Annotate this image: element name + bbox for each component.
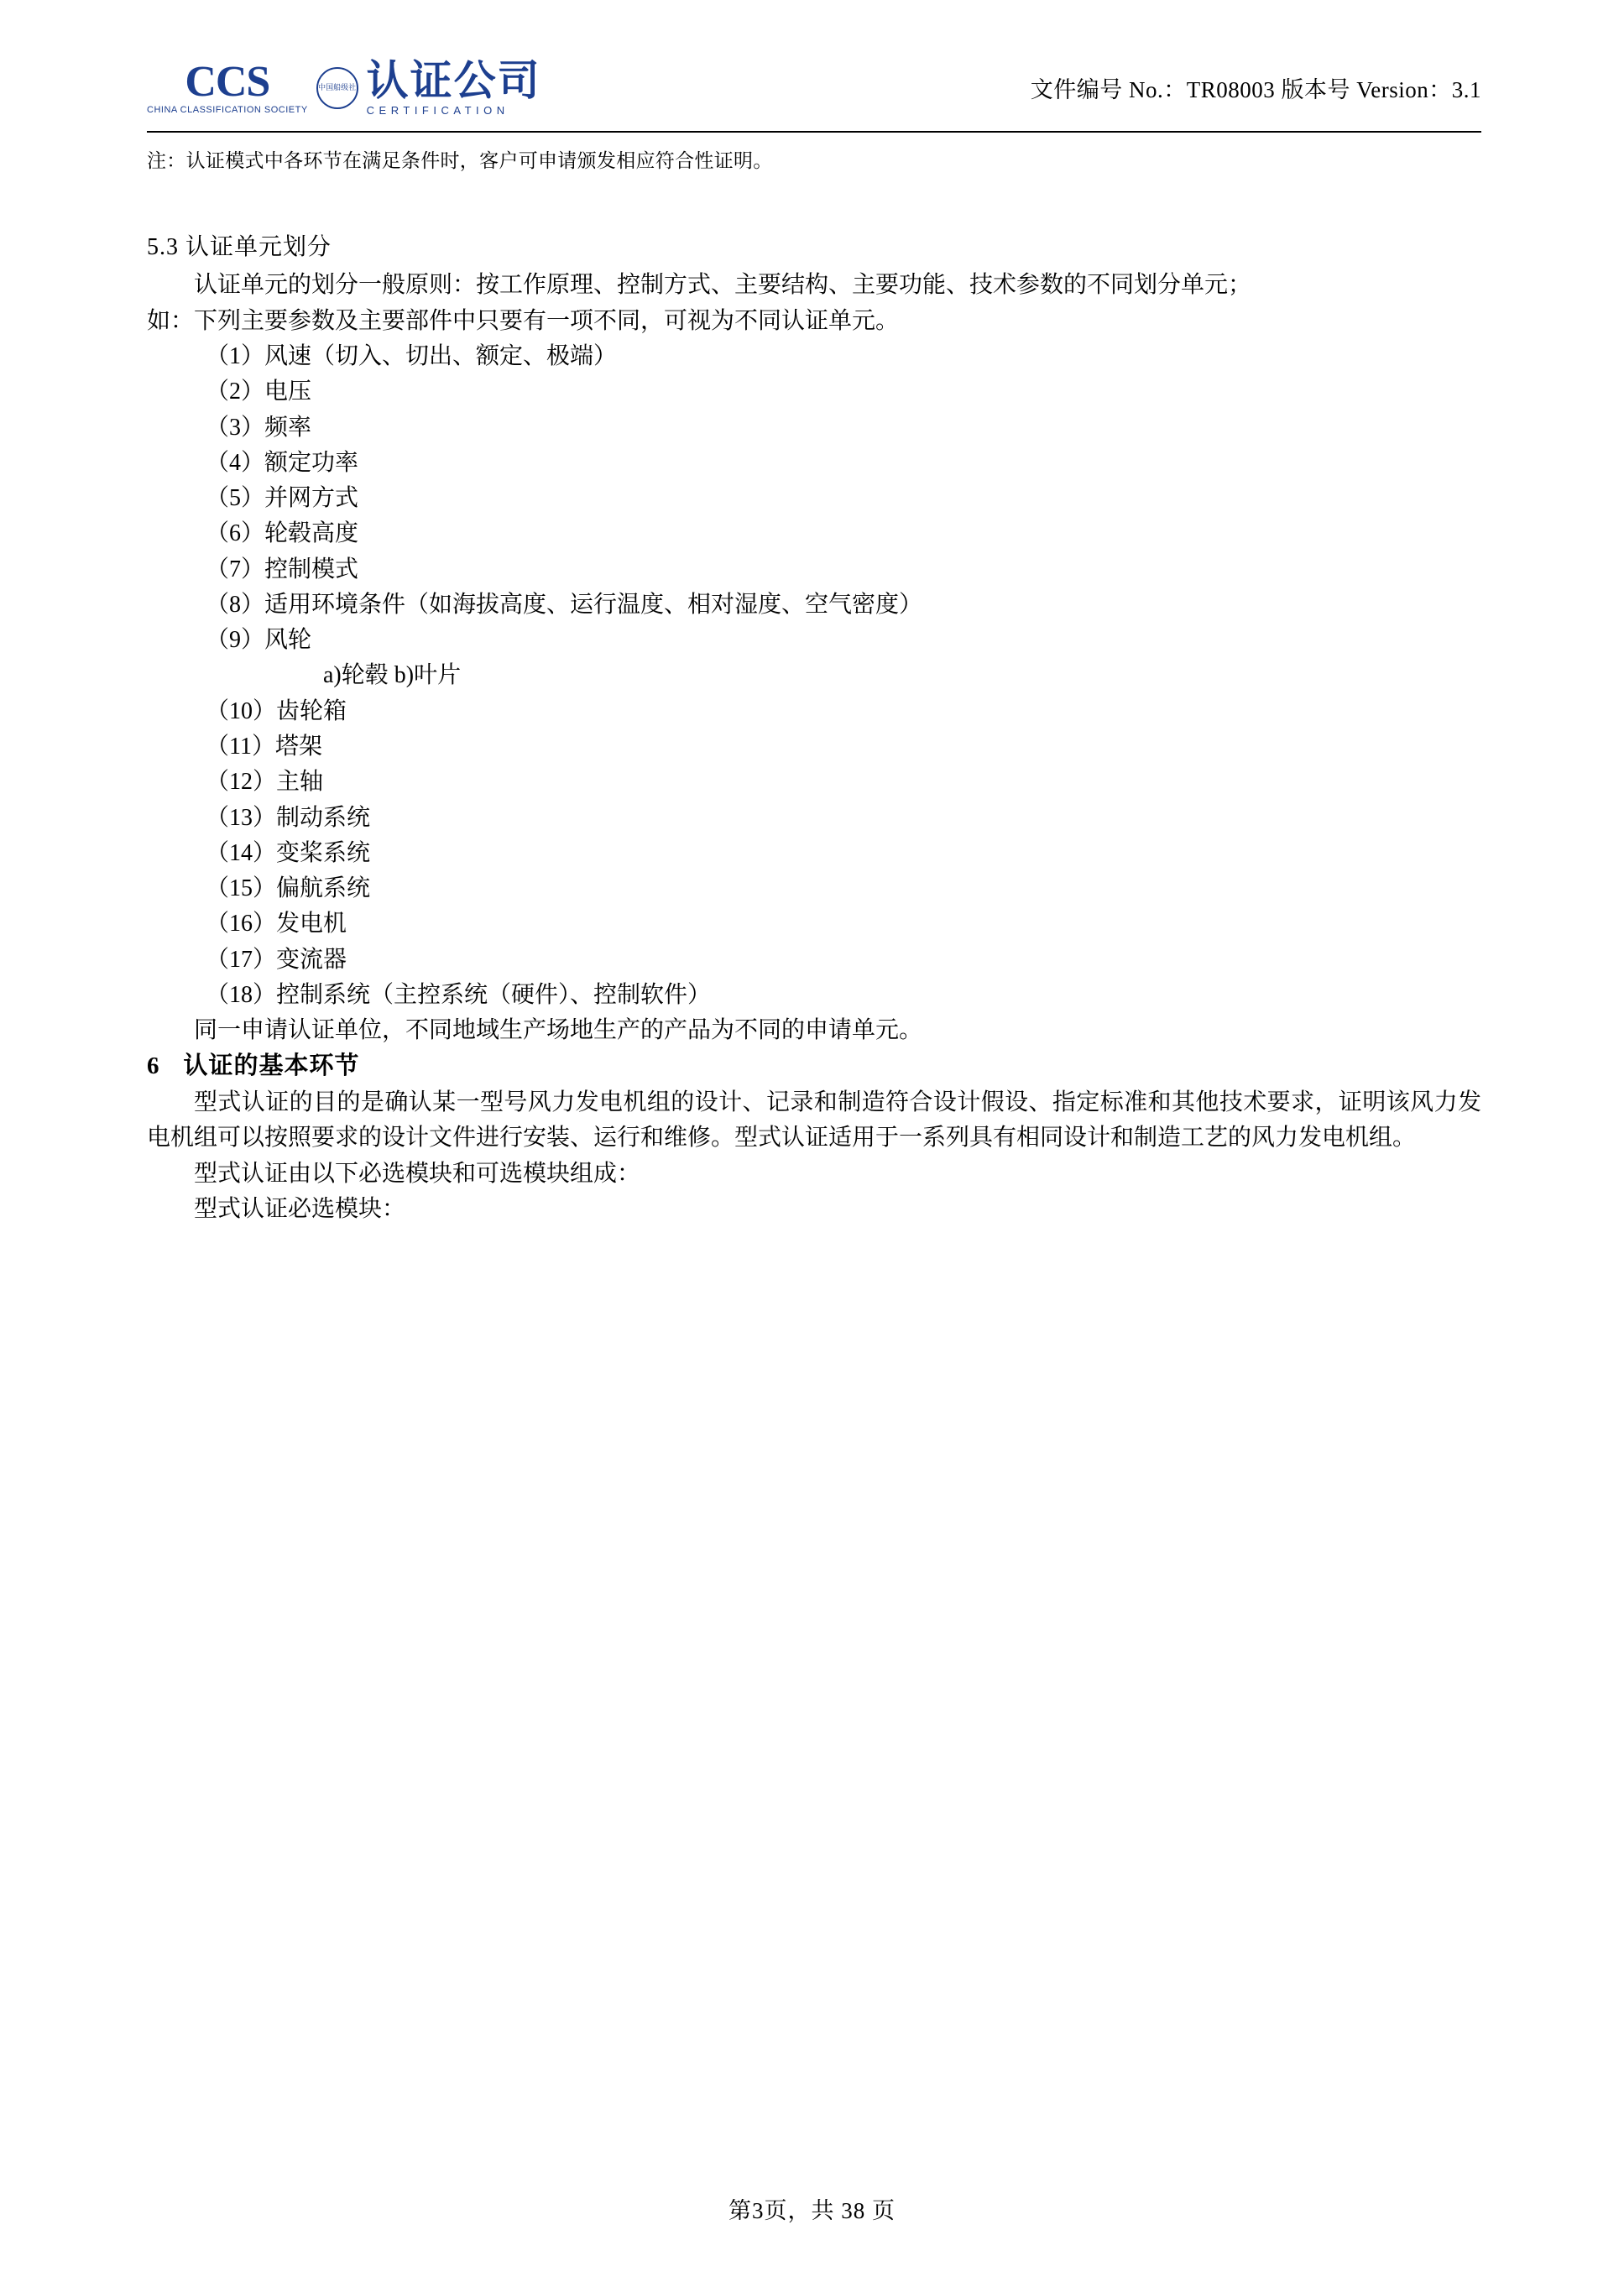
list-item-sub: a)轮毂 b)叶片 — [323, 662, 462, 689]
header-divider — [147, 131, 1481, 133]
document-number: 文件编号 No.：TR08003 版本号 Version：3.1 — [1030, 77, 1481, 102]
section-5-3-paragraph-1: 认证单元的划分一般原则：按工作原理、控制方式、主要结构、主要功能、技术参数的不同划分单元； — [194, 272, 1252, 298]
ccs-chinese-mark — [366, 57, 541, 117]
list-item: （9）风轮 — [206, 627, 312, 654]
ccs-letters: CCS — [185, 58, 270, 106]
section-5-3-paragraph-3: 同一申请认证单位，不同地域生产场地生产的产品为不同的申请单元。 — [194, 1017, 923, 1044]
section-6-title: 认证的基本环节 — [183, 1052, 360, 1079]
ccs-chinese-name: 认证公司 — [366, 57, 541, 104]
ccs-english-name: CHINA CLASSIFICATION SOCIETY — [147, 105, 308, 115]
ccs-wordmark — [147, 60, 308, 115]
list-item: （11）塔架 — [206, 734, 322, 760]
page-header — [147, 0, 1481, 126]
spacer — [147, 259, 1481, 268]
list-item: （2）电压 — [206, 379, 312, 405]
list-item: （17）变流器 — [206, 946, 347, 973]
list-item: （3）频率 — [206, 414, 312, 441]
note-text: 注：认证模式中各环节在满足条件时，客户可申请颁发相应符合性证明。 — [147, 150, 773, 171]
list-item: （14）变桨系统 — [206, 839, 371, 866]
ccs-seal-icon: 中国船级社 — [316, 67, 358, 109]
list-item: （12）主轴 — [206, 769, 324, 796]
section-6-number: 6 — [147, 1052, 160, 1079]
certification-unit-list-part1 — [147, 339, 1481, 1013]
section-5-3-paragraph-2: 如：下列主要参数及主要部件中只要有一项不同，可视为不同认证单元。 — [147, 307, 900, 334]
list-item: （6）轮毂高度 — [206, 520, 359, 547]
list-item: （1）风速（切入、切出、额定、极端） — [206, 343, 618, 370]
list-item: （15）偏航系统 — [206, 875, 371, 902]
list-item: （18）控制系统（主控系统（硬件）、控制软件） — [206, 981, 712, 1008]
ccs-logo — [147, 57, 541, 126]
section-6-paragraph-1: 型式认证的目的是确认某一型号风力发电机组的设计、记录和制造符合设计假设、指定标准和其他技术要求，证明该风力发电机组可以按照要求的设计文件进行安装、运行和维修。型式认证适用于一系列具有相同设计和制造工艺的风力发电机组。 — [147, 1089, 1481, 1152]
list-item: （10）齿轮箱 — [206, 697, 347, 724]
list-item: （4）额定功率 — [206, 449, 359, 476]
section-6-heading — [147, 1054, 1481, 1078]
list-item: （16）发电机 — [206, 911, 347, 937]
section-6-paragraph-3: 型式认证必选模块： — [194, 1196, 406, 1223]
page-content — [147, 151, 1481, 1228]
list-item: （7）控制模式 — [206, 556, 359, 582]
spacer — [147, 170, 1481, 236]
list-item: （8）适用环境条件（如海拔高度、运行温度、相对湿度、空气密度） — [206, 591, 923, 618]
section-5-3-heading: 5.3 认证单元划分 — [147, 234, 332, 260]
page-footer: 第3页，共 38 页 — [728, 2198, 896, 2223]
list-item: （5）并网方式 — [206, 485, 359, 512]
ccs-certification-label: CERTIFICATION — [366, 104, 509, 117]
section-6-paragraph-2: 型式认证由以下必选模块和可选模块组成： — [194, 1160, 641, 1187]
list-item: （13）制动系统 — [206, 804, 371, 831]
